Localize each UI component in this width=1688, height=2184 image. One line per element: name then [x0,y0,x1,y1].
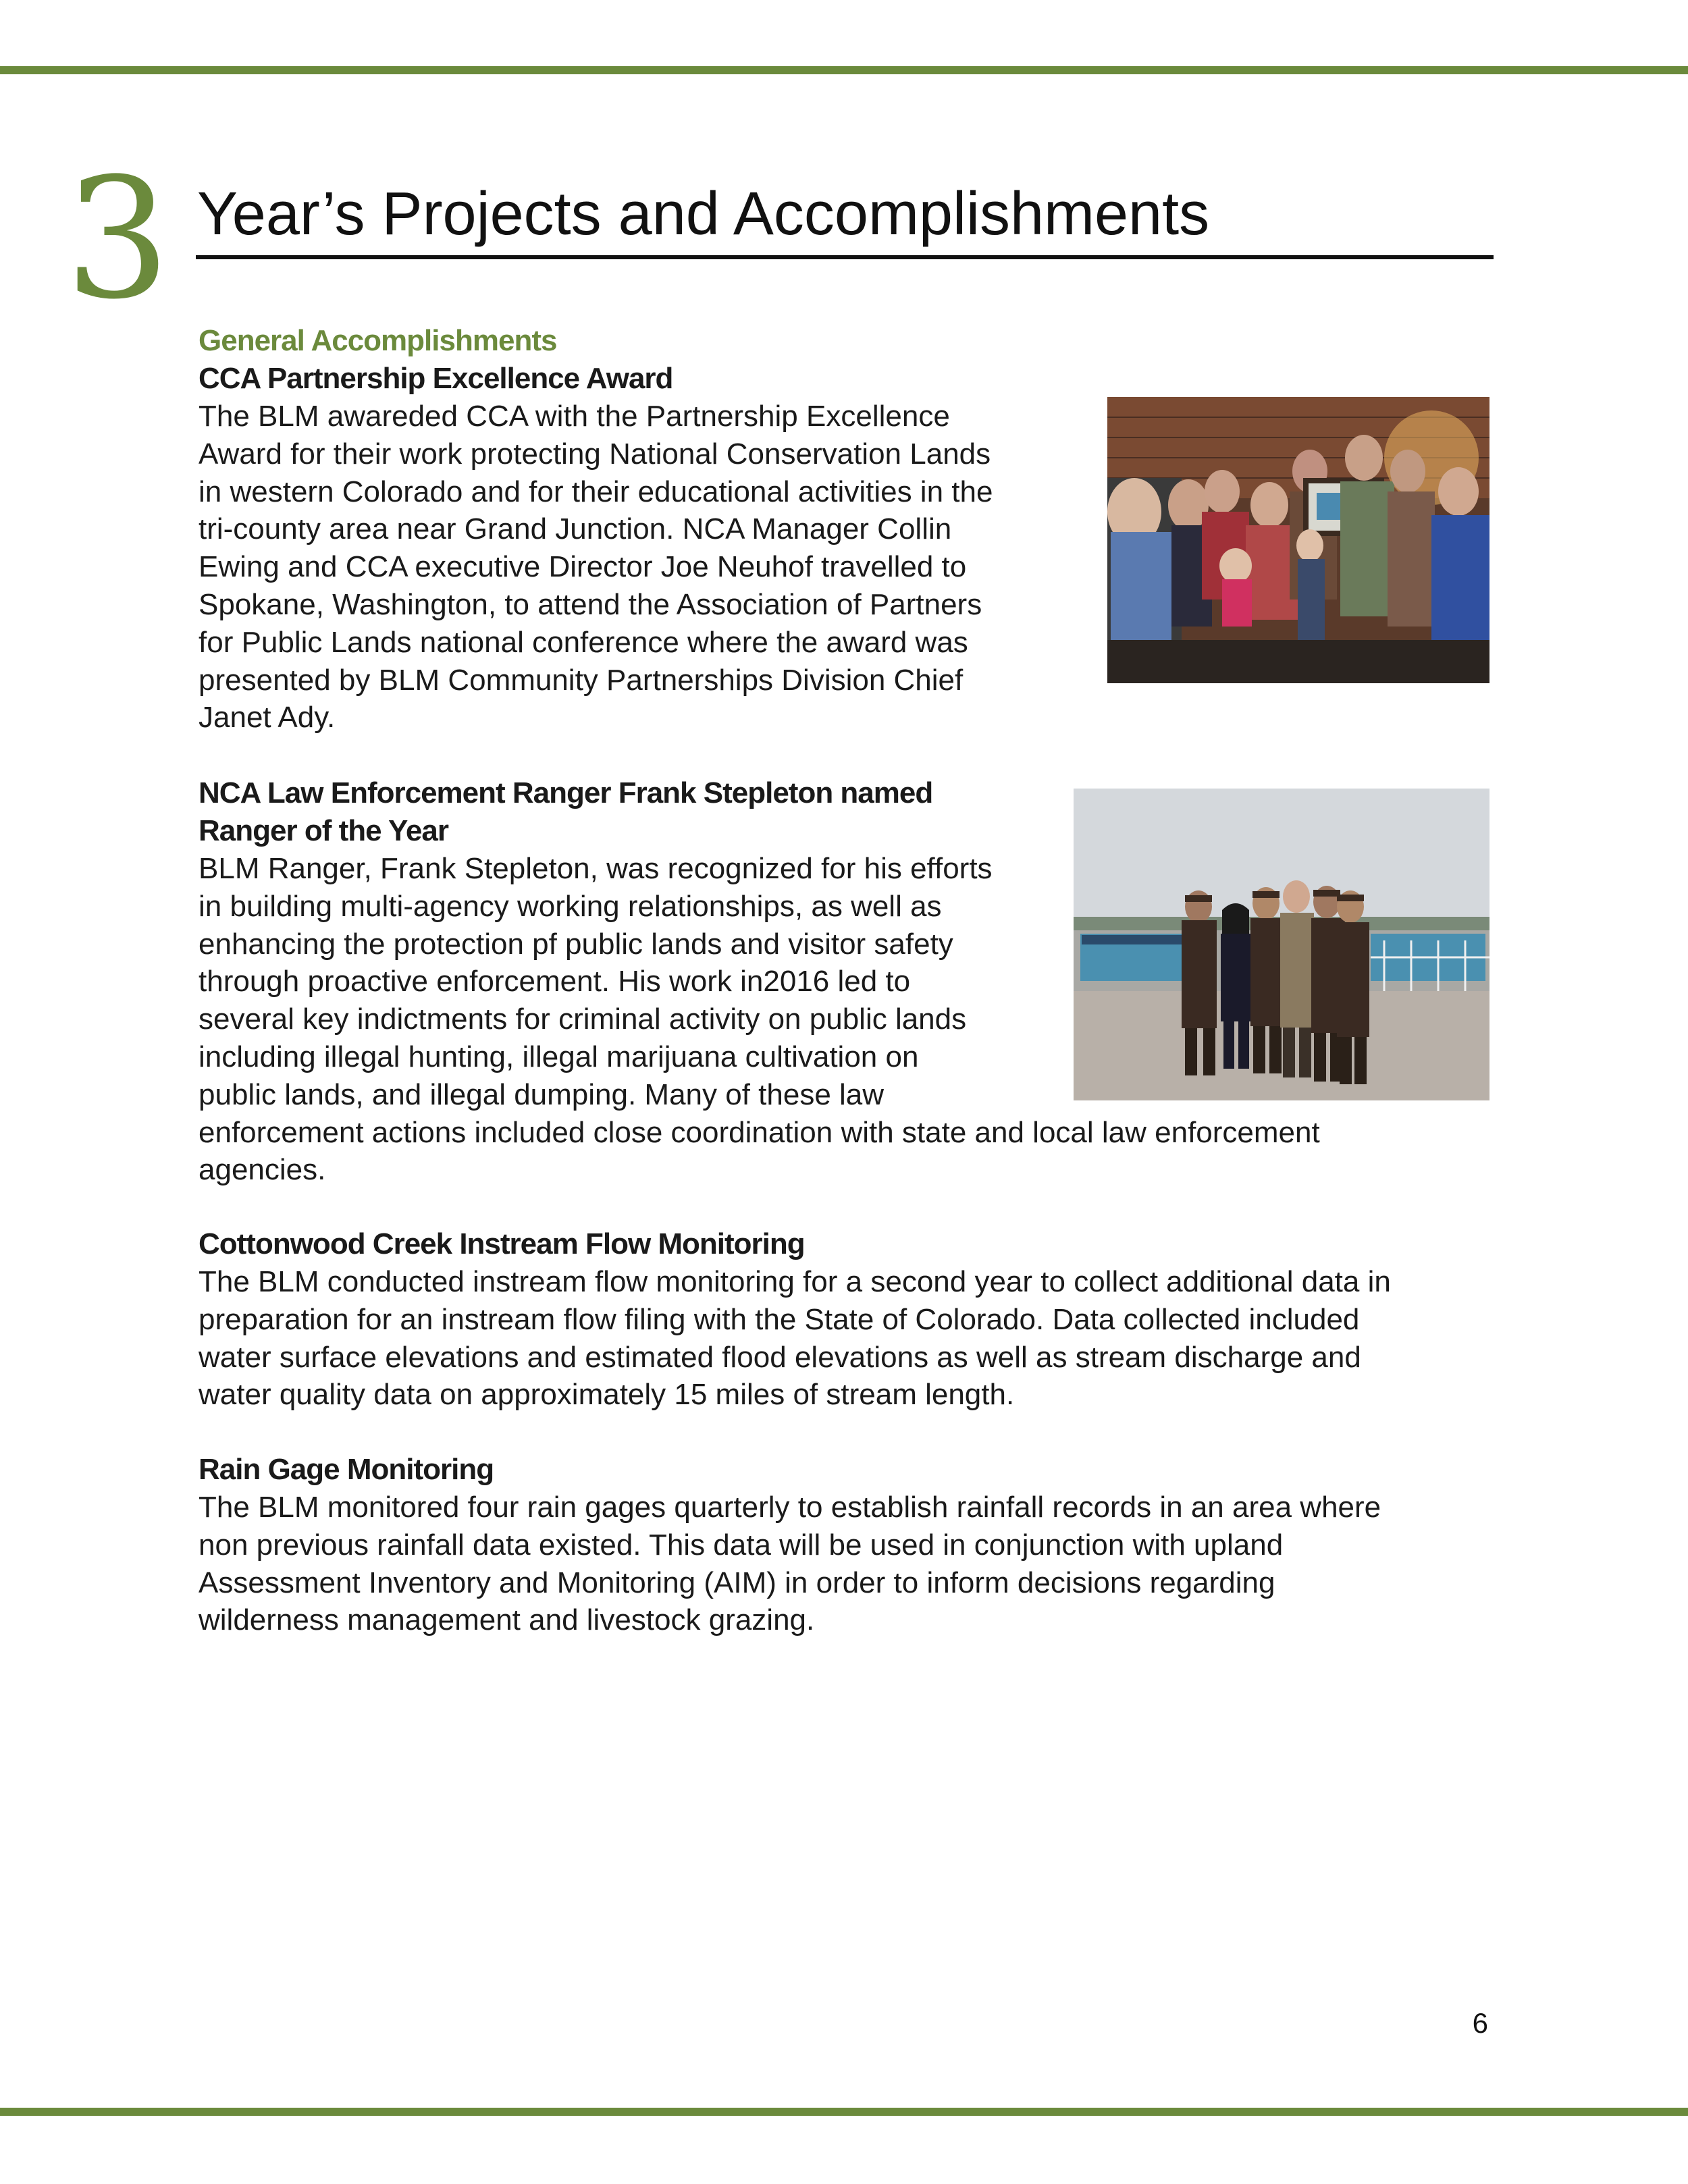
paragraph-line: The BLM awareded CCA with the Partnership Excellence [199,400,950,433]
paragraph-line: several key indictments for criminal activity on public lands [199,1003,967,1036]
paragraph-line: tri-county area near Grand Junction. NCA Manager Collin [199,512,952,546]
paragraph-line: public lands, and illegal dumping. Many of these law [199,1077,885,1111]
paragraph-line: in western Colorado and for their educational activities in the [199,475,993,508]
paragraph-line: enhancing the protection pf public lands and visitor safety [199,927,953,961]
paragraph-line: in building multi-agency working relationships, as well as [199,889,942,923]
paragraph-line: BLM Ranger, Frank Stepleton, was recognized for his efforts [199,852,993,885]
instream-paragraph [199,1263,1495,1414]
award-heading: CCA Partnership Excellence Award [199,362,673,395]
ranger-heading [199,774,1076,850]
paragraph-line: Assessment Inventory and Monitoring (AIM) in order to inform decisions regarding [199,1566,1275,1599]
paragraph-line: through proactive enforcement. His work in2016 led to [199,965,911,998]
ranger-group-photo [1074,789,1489,1100]
section-label: General Accomplishments [199,324,557,357]
chapter-title: Year’s Projects and Accomplishments [197,180,1210,248]
paragraph-line: Award for their work protecting National Conservation Lands [199,437,991,471]
paragraph-line: agencies. [199,1153,326,1187]
paragraph-line: Spokane, Washington, to attend the Association of Partners [199,587,982,621]
paragraph-line: for Public Lands national conference where the award was [199,625,968,659]
paragraph-line: Janet Ady. [199,701,336,735]
paragraph-line: water quality data on approximately 15 miles of stream length. [199,1378,1015,1412]
title-underline [196,255,1494,259]
paragraph-line: Ewing and CCA executive Director Joe Neuhof travelled to [199,550,967,584]
rain-gage-paragraph [199,1489,1495,1639]
heading-line: NCA Law Enforcement Ranger Frank Stepleton named [199,776,933,809]
bottom-rule [0,2108,1688,2116]
paragraph-line: including illegal hunting, illegal marijuana cultivation on [199,1040,919,1073]
paragraph-line: wilderness management and livestock grazing. [199,1603,815,1637]
paragraph-line: The BLM monitored four rain gages quarterly to establish rainfall records in an area where [199,1491,1381,1524]
paragraph-line: enforcement actions included close coordination with state and local law enforcement [199,1115,1320,1149]
award-group-photo [1107,397,1489,683]
paragraph-line: non previous rainfall data existed. This data will be used in conjunction with upland [199,1528,1284,1562]
heading-line: Ranger of the Year [199,814,448,847]
instream-heading: Cottonwood Creek Instream Flow Monitoring [199,1227,805,1260]
chapter-number: 3 [65,143,171,336]
paragraph-line: The BLM conducted instream flow monitoring for a second year to collect additional data in [199,1265,1391,1298]
paragraph-line: presented by BLM Community Partnerships Division Chief [199,663,964,697]
paragraph-line: preparation for an instream flow filing with the State of Colorado. Data collected included [199,1302,1360,1336]
award-paragraph [199,398,1076,737]
page-number: 6 [1472,2007,1488,2039]
top-rule [0,66,1688,74]
paragraph-line: water surface elevations and estimated flood elevations as well as stream discharge and [199,1340,1361,1374]
rain-gage-heading: Rain Gage Monitoring [199,1453,494,1486]
